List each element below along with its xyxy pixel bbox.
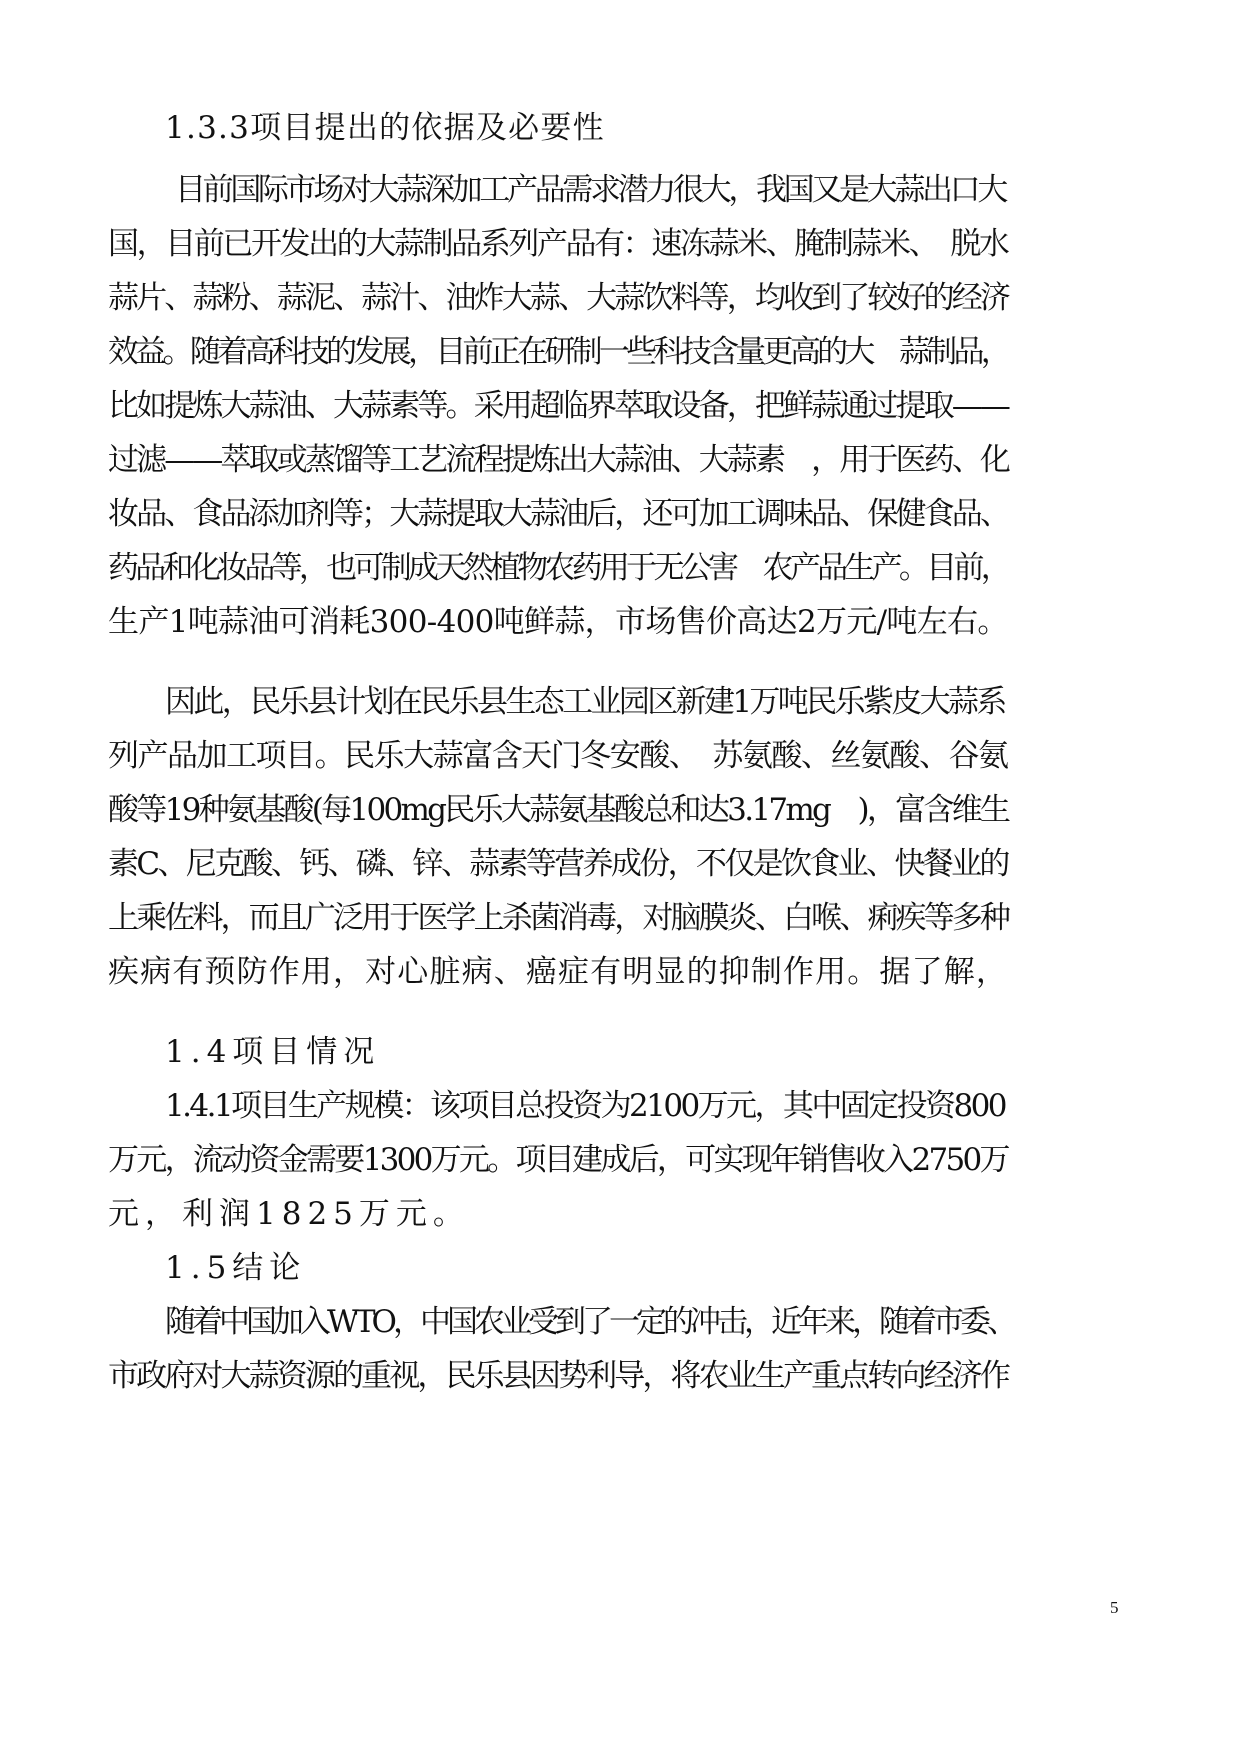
- paragraph-line: 素C、尼克酸、钙、磷、锌、蒜素等营养成份，不仅是饮食业、快餐业的: [108, 846, 1008, 882]
- paragraph-line: 市政府对大蒜资源的重视，民乐县因势利导，将农业生产重点转向经济作: [108, 1358, 1008, 1394]
- paragraph-line: 上乘佐料，而且广泛用于医学上杀菌消毒，对脑膜炎、白喉、痢疾等多种: [108, 900, 1008, 936]
- paragraph-line: 随着中国加入WTO，中国农业受到了一定的冲击，近年来，随着市委、: [165, 1304, 1014, 1340]
- page-number: 5: [1110, 1598, 1119, 1617]
- paragraph-line: 目前国际市场对大蒜深加工产品需求潜力很大，我国又是大蒜出口大: [175, 172, 1005, 208]
- paragraph-line: 效益。随着高科技的发展，目前正在研制一些科技含量更高的大 蒜制品，: [108, 334, 1008, 370]
- paragraph-line: 过滤——萃取或蒸馏等工艺流程提炼出大蒜油、大蒜素 ，用于医药、化: [108, 442, 1008, 478]
- paragraph-line: 列产品加工项目。民乐大蒜富含天门冬安酸、 苏氨酸、丝氨酸、谷氨: [108, 738, 1008, 774]
- paragraph-line: 国，目前已开发出的大蒜制品系列产品有：速冻蒜米、腌制蒜米、 脱水: [108, 226, 1008, 262]
- paragraph-line: 疾病有预防作用，对心脏病、癌症有明显的抑制作用。据了解，: [108, 954, 1008, 990]
- paragraph-line: 酸等19种氨基酸(每100mg民乐大蒜氨基酸总和达3.17mg )，富含维生: [108, 792, 1009, 828]
- paragraph-line: 生产1吨蒜油可消耗300-400吨鲜蒜，市场售价高达2万元/吨左右。: [108, 604, 1008, 640]
- paragraph-line: 1.4.1项目生产规模：该项目总投资为2100万元，其中固定投资800: [165, 1088, 1005, 1124]
- paragraph-line: 蒜片、蒜粉、蒜泥、蒜汁、油炸大蒜、大蒜饮料等，均收到了较好的经济: [108, 280, 1008, 316]
- section-heading-1-4: 1.4项目情况: [165, 1034, 381, 1070]
- paragraph-line: 万元，流动资金需要1300万元。项目建成后，可实现年销售收入2750万: [108, 1142, 1008, 1178]
- paragraph-line: 药品和化妆品等，也可制成天然植物农药用于无公害 农产品生产。目前，: [108, 550, 1008, 586]
- paragraph-line: 比如提炼大蒜油、大蒜素等。采用超临界萃取设备，把鲜蒜通过提取——: [108, 388, 1008, 424]
- paragraph-line: 妆品、食品添加剂等；大蒜提取大蒜油后，还可加工调味品、保健食品、: [108, 496, 1008, 532]
- paragraph-line: 元，利润1825万元。: [108, 1196, 470, 1232]
- section-heading-1-5: 1.5结论: [165, 1250, 307, 1286]
- paragraph-line: 因此，民乐县计划在民乐县生态工业园区新建1万吨民乐紫皮大蒜系: [165, 684, 1005, 720]
- section-heading-1-3-3: 1.3.3项目提出的依据及必要性: [165, 110, 605, 146]
